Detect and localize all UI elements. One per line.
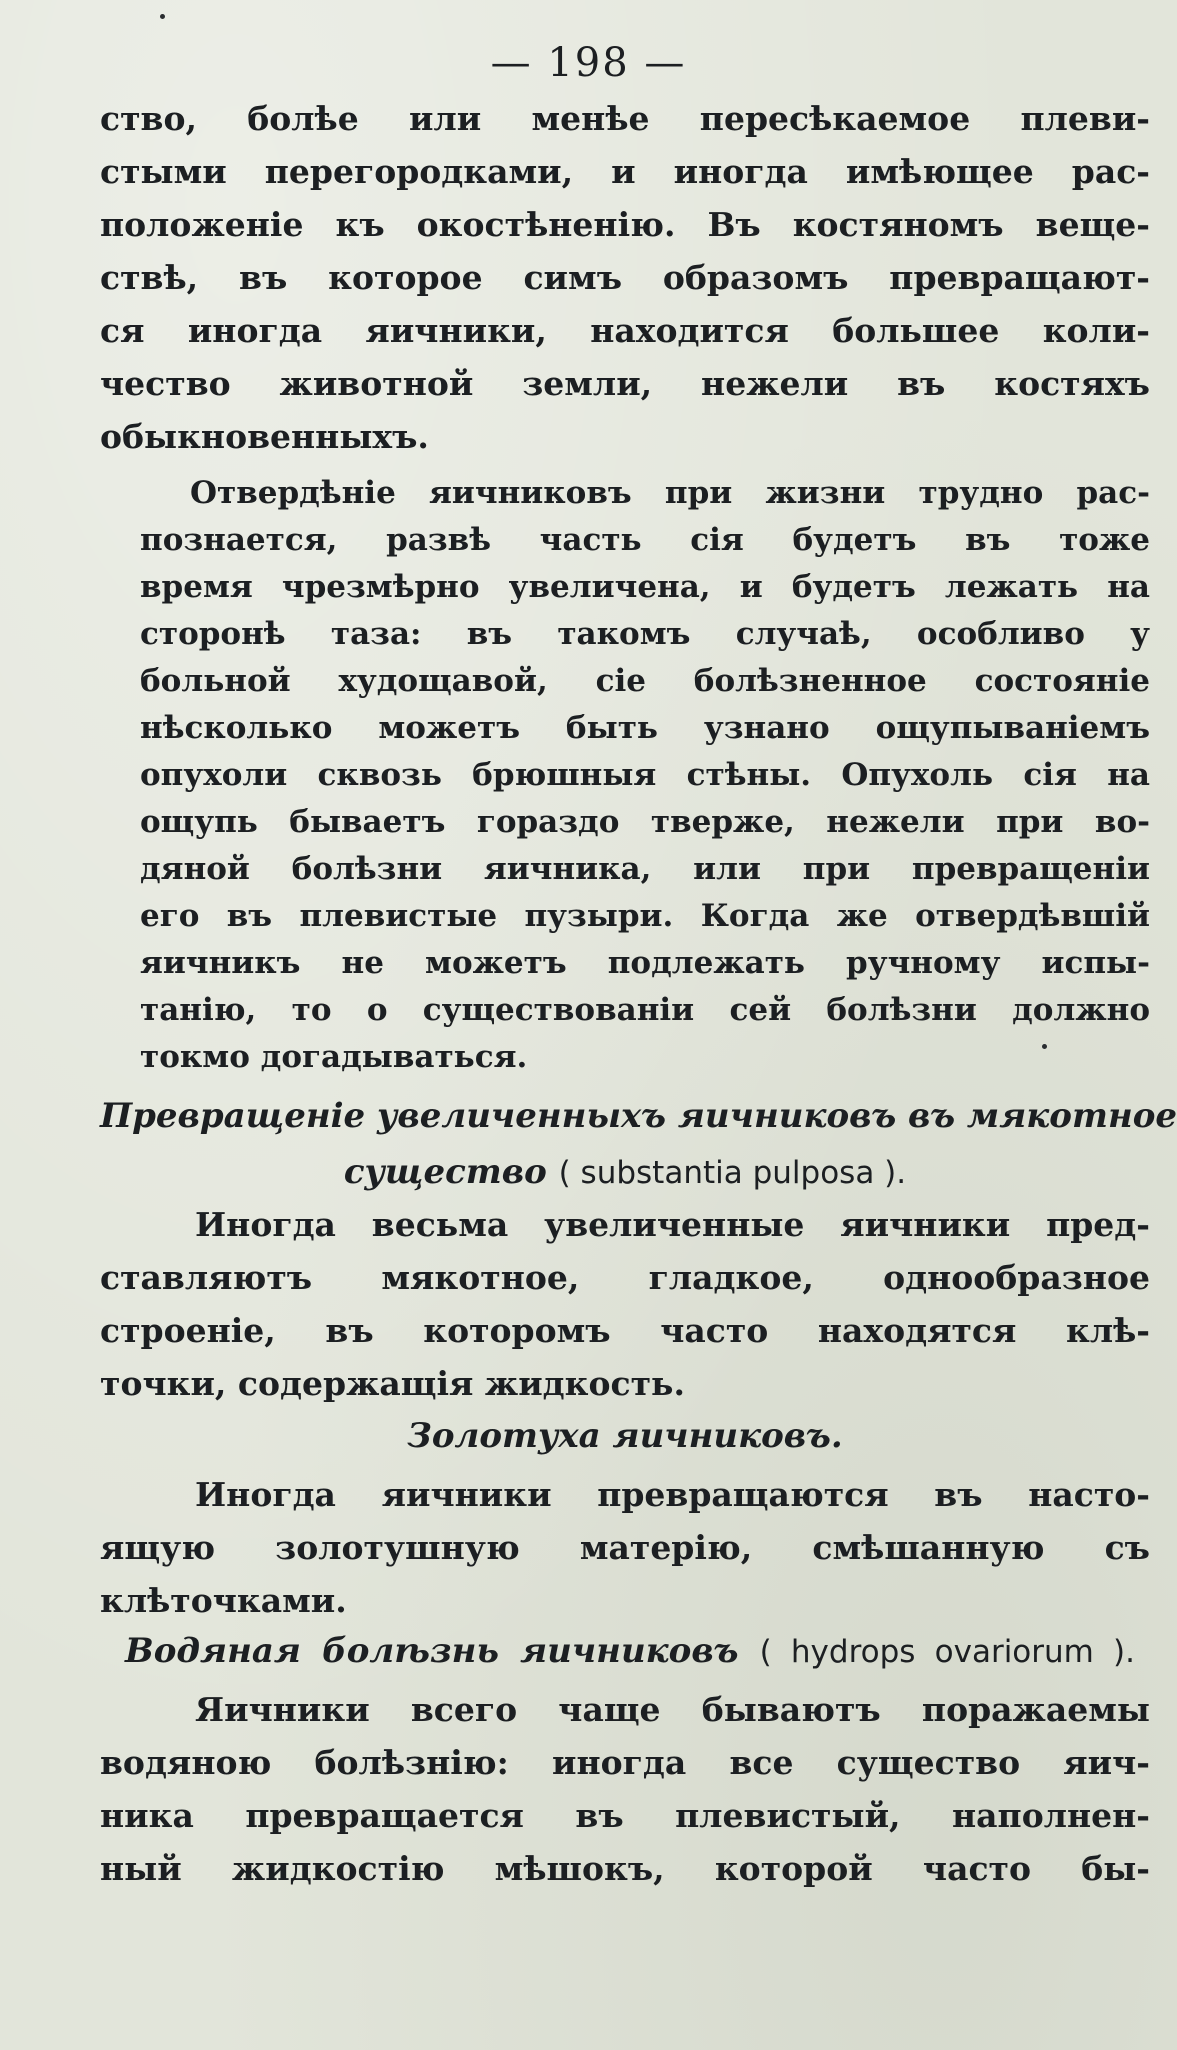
heading-latin-term: ( hydrops ovariorum ).	[759, 1634, 1136, 1670]
text-line: ящую золотушную матерiю, смѣшанную съ	[100, 1528, 1150, 1567]
paragraph	[100, 1683, 1150, 1895]
text-line: Иногда весьма увеличенные яичники пред-	[195, 1205, 1150, 1244]
heading-line: Золотуха яичниковъ.	[407, 1416, 843, 1456]
text-line: дяной болѣзни яичника, или при превращенiи	[140, 851, 1150, 887]
section-heading	[100, 1410, 1150, 1463]
heading-line	[125, 1625, 1135, 1679]
text-line: танiю, то о существованiи сей болѣзни должно	[140, 992, 1150, 1028]
text-line: ство, болѣе или менѣе пересѣкаемое плеви-	[100, 99, 1150, 138]
text-line: больной худощавой, сiе болѣзненное состоянiе	[140, 663, 1150, 699]
paragraph-small-print	[140, 470, 1150, 1081]
text-line: Яичники всего чаще бываютъ поражаемы	[195, 1690, 1150, 1729]
text-line: ставляютъ мякотное, гладкое, однообразное	[100, 1258, 1150, 1297]
heading-line: Превращенiе увеличенныхъ яичниковъ въ мякотное	[100, 1096, 1177, 1136]
text-line: ощупь бываетъ гораздо тверже, нежели при во-	[140, 804, 1150, 840]
heading-text: существо	[343, 1152, 547, 1192]
text-line: стыми перегородками, и иногда имѣющее рас-	[100, 152, 1150, 191]
text-line: клѣточками.	[100, 1581, 347, 1620]
paragraph-continuation	[100, 92, 1150, 463]
text-line: ника превращается въ плевистый, наполнен-	[100, 1796, 1150, 1835]
text-line: нѣсколько можетъ быть узнано ощупыванiемъ	[140, 710, 1150, 746]
print-speck	[160, 14, 165, 19]
text-line: ствѣ, въ которое симъ образомъ превращают-	[100, 258, 1150, 297]
heading-text: Водяная болѣзнь яичниковъ	[125, 1631, 739, 1671]
text-line: сторонѣ таза: въ такомъ случаѣ, особливо у	[140, 616, 1150, 652]
text-line: познается, развѣ часть сiя будетъ въ тоже	[140, 522, 1150, 558]
text-line: обыкновенныхъ.	[100, 417, 429, 456]
text-line: его въ плевистые пузыри. Когда же отвердѣвшiй	[140, 898, 1150, 934]
text-line: ся иногда яичники, находится большее коли-	[100, 311, 1150, 350]
text-line: Иногда яичники превращаются въ насто-	[195, 1475, 1150, 1514]
text-line: чество животной земли, нежели въ костяхъ	[100, 364, 1150, 403]
text-line: точки, содержащiя жидкость.	[100, 1364, 685, 1403]
text-line: яичникъ не можетъ подлежать ручному испы-	[140, 945, 1150, 981]
text-line: Отвердѣнiе яичниковъ при жизни трудно рас-	[190, 475, 1150, 511]
text-line: опухоли сквозь брюшныя стѣны. Опухоль сiя на	[140, 757, 1150, 793]
print-speck	[1042, 1044, 1047, 1049]
text-line: ный жидкостiю мѣшокъ, которой часто бы-	[100, 1849, 1150, 1888]
heading-line	[100, 1144, 1150, 1201]
text-line: положенiе къ окостѣненiю. Въ костяномъ веще-	[100, 205, 1150, 244]
text-line: водяною болѣзнiю: иногда все существо яич-	[100, 1743, 1150, 1782]
section-heading	[100, 1088, 1177, 1201]
text-line: строенiе, въ которомъ часто находятся клѣ-	[100, 1311, 1150, 1350]
section-heading	[125, 1625, 1135, 1679]
text-line: время чрезмѣрно увеличена, и будетъ лежать на	[140, 569, 1150, 605]
paragraph	[100, 1468, 1150, 1627]
paragraph	[100, 1198, 1150, 1410]
page-number: — 198 —	[490, 40, 687, 86]
text-line: токмо догадываться.	[140, 1039, 528, 1075]
heading-latin-term: ( substantia pulposa ).	[558, 1155, 907, 1191]
